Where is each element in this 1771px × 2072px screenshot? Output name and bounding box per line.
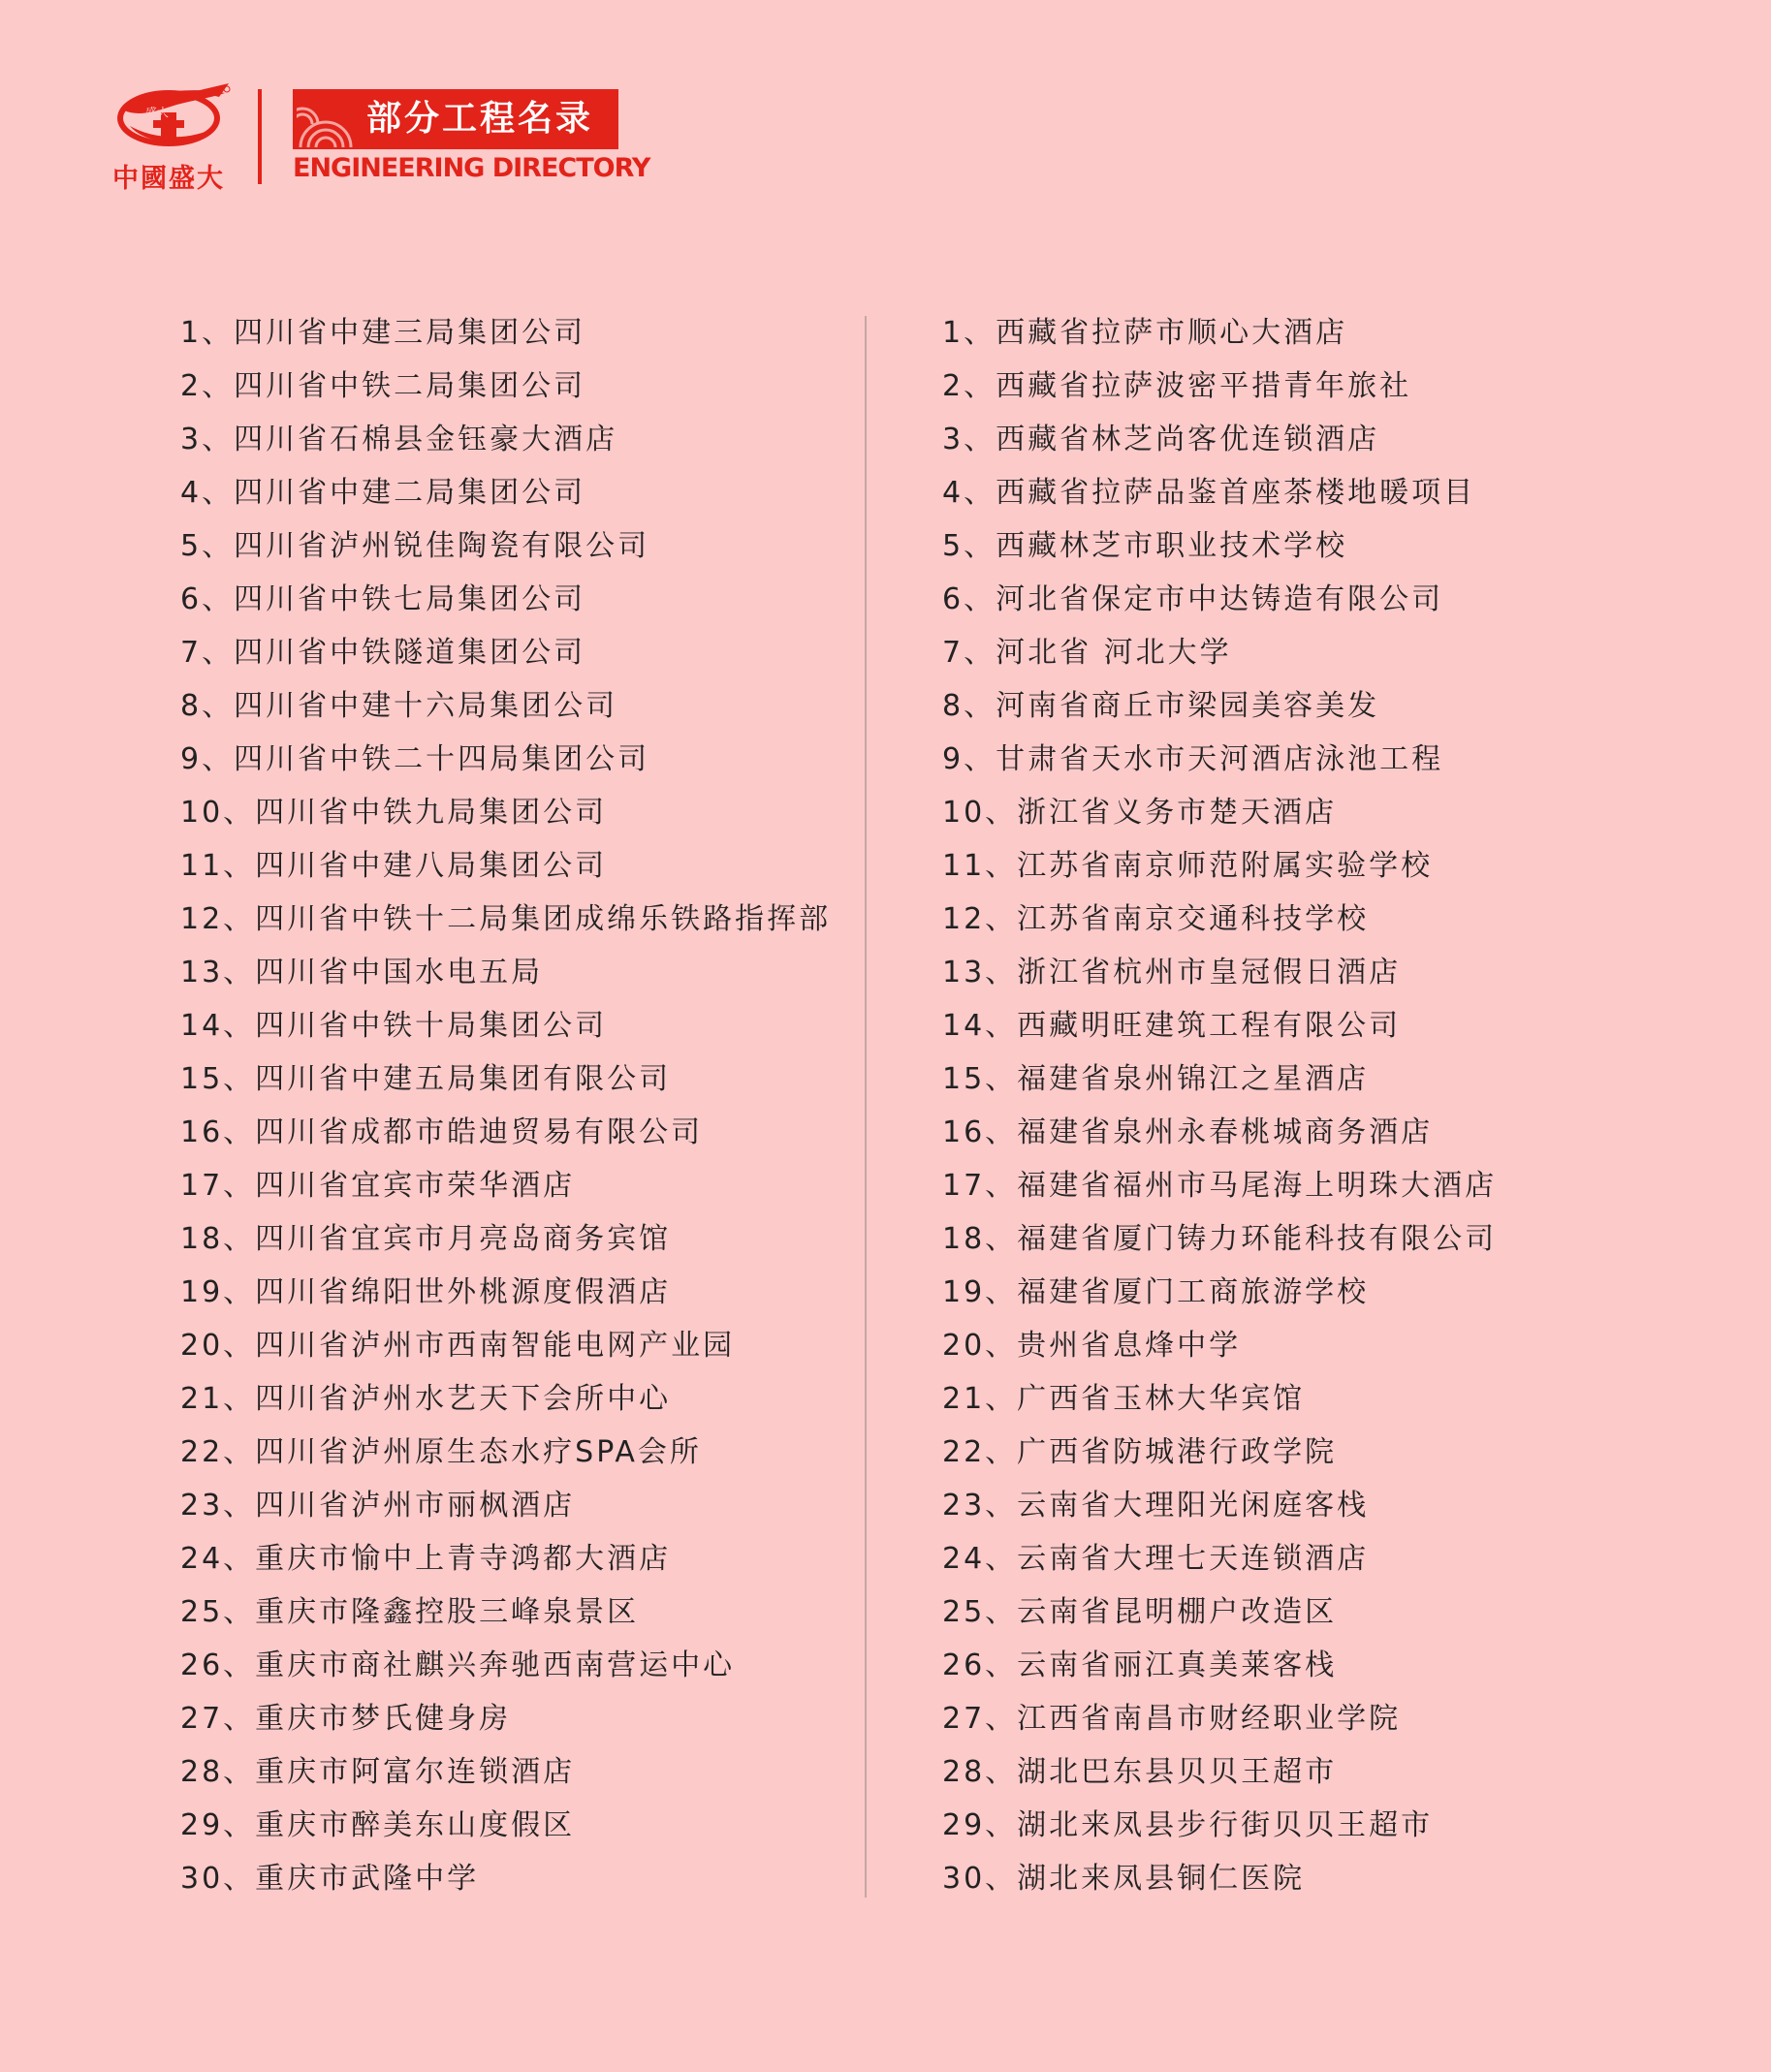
list-item: 26、重庆市商社麒兴奔驰西南营运中心 bbox=[180, 1648, 736, 1682]
list-item: 15、福建省泉州锦江之星酒店 bbox=[942, 1062, 1370, 1096]
list-item: 11、四川省中建八局集团公司 bbox=[180, 849, 608, 883]
list-item: 4、四川省中建二局集团公司 bbox=[180, 476, 586, 510]
list-item: 10、浙江省义务市楚天酒店 bbox=[942, 796, 1338, 830]
emblem-text: 盛大 bbox=[145, 106, 170, 119]
list-item: 29、重庆市醉美东山度假区 bbox=[180, 1808, 576, 1842]
header-divider bbox=[258, 89, 262, 184]
list-item: 20、贵州省息烽中学 bbox=[942, 1329, 1242, 1363]
list-item: 6、四川省中铁七局集团公司 bbox=[180, 582, 586, 616]
list-item: 8、四川省中建十六局集团公司 bbox=[180, 689, 618, 723]
list-item: 29、湖北来凤县步行街贝贝王超市 bbox=[942, 1808, 1434, 1842]
list-item: 23、四川省泸州市丽枫酒店 bbox=[180, 1489, 576, 1523]
list-item: 19、福建省厦门工商旅游学校 bbox=[942, 1275, 1370, 1309]
project-list-left bbox=[180, 306, 831, 1905]
list-item: 5、西藏林芝市职业技术学校 bbox=[942, 529, 1348, 563]
list-item: 23、云南省大理阳光闲庭客栈 bbox=[942, 1489, 1370, 1523]
list-item: 17、四川省宜宾市荣华酒店 bbox=[180, 1169, 576, 1203]
list-item: 16、福建省泉州永春桃城商务酒店 bbox=[942, 1115, 1434, 1149]
list-item: 11、江苏省南京师范附属实验学校 bbox=[942, 849, 1434, 883]
column-divider bbox=[865, 316, 867, 1898]
list-item: 7、四川省中铁隧道集团公司 bbox=[180, 636, 586, 670]
list-item: 9、四川省中铁二十四局集团公司 bbox=[180, 742, 650, 776]
wave-ornament-icon bbox=[297, 95, 355, 147]
list-item: 30、重庆市武隆中学 bbox=[180, 1862, 480, 1896]
list-item: 21、四川省泸州水艺天下会所中心 bbox=[180, 1382, 672, 1416]
list-item: 9、甘肃省天水市天河酒店泳池工程 bbox=[942, 742, 1444, 776]
list-item: 20、四川省泸州市西南智能电网产业园 bbox=[180, 1329, 736, 1363]
list-item: 21、广西省玉林大华宾馆 bbox=[942, 1382, 1306, 1416]
list-item: 26、云南省丽江真美莱客栈 bbox=[942, 1648, 1338, 1682]
list-item: 12、江苏省南京交通科技学校 bbox=[942, 902, 1370, 936]
list-item: 18、福建省厦门铸力环能科技有限公司 bbox=[942, 1222, 1498, 1256]
list-item: 14、四川省中铁十局集团公司 bbox=[180, 1009, 608, 1043]
list-item: 16、四川省成都市皓迪贸易有限公司 bbox=[180, 1115, 704, 1149]
list-item: 3、四川省石棉县金钰豪大酒店 bbox=[180, 423, 618, 456]
list-item: 17、福建省福州市马尾海上明珠大酒店 bbox=[942, 1169, 1498, 1203]
list-item: 3、西藏省林芝尚客优连锁酒店 bbox=[942, 423, 1380, 456]
list-item: 24、云南省大理七天连锁酒店 bbox=[942, 1542, 1370, 1576]
list-item: 27、重庆市梦氏健身房 bbox=[180, 1702, 512, 1736]
list-item: 28、重庆市阿富尔连锁酒店 bbox=[180, 1755, 576, 1789]
dragon-emblem-icon bbox=[111, 83, 233, 151]
list-item: 22、四川省泸州原生态水疗SPA会所 bbox=[180, 1435, 702, 1469]
list-item: 5、四川省泸州锐佳陶瓷有限公司 bbox=[180, 529, 650, 563]
list-item: 12、四川省中铁十二局集团成绵乐铁路指挥部 bbox=[180, 902, 832, 936]
list-item: 8、河南省商丘市梁园美容美发 bbox=[942, 689, 1380, 723]
list-item: 2、四川省中铁二局集团公司 bbox=[180, 369, 586, 403]
project-list-right bbox=[942, 306, 1497, 1905]
list-item: 19、四川省绵阳世外桃源度假酒店 bbox=[180, 1275, 672, 1309]
list-item: 18、四川省宜宾市月亮岛商务宾馆 bbox=[180, 1222, 672, 1256]
list-item: 30、湖北来凤县铜仁医院 bbox=[942, 1862, 1306, 1896]
list-item: 15、四川省中建五局集团有限公司 bbox=[180, 1062, 672, 1096]
list-item: 28、湖北巴东县贝贝王超市 bbox=[942, 1755, 1338, 1789]
list-item: 6、河北省保定市中达铸造有限公司 bbox=[942, 582, 1444, 616]
list-item: 4、西藏省拉萨品鉴首座茶楼地暖项目 bbox=[942, 476, 1476, 510]
list-item: 25、云南省昆明棚户改造区 bbox=[942, 1595, 1338, 1629]
list-item: 13、浙江省杭州市皇冠假日酒店 bbox=[942, 956, 1402, 989]
list-item: 1、西藏省拉萨市顺心大酒店 bbox=[942, 316, 1348, 350]
list-item: 7、河北省 河北大学 bbox=[942, 636, 1232, 670]
list-item: 14、西藏明旺建筑工程有限公司 bbox=[942, 1009, 1402, 1043]
list-item: 13、四川省中国水电五局 bbox=[180, 956, 544, 989]
company-logo bbox=[101, 83, 237, 194]
logo-company-name: 中國盛大 bbox=[112, 164, 225, 194]
list-item: 2、西藏省拉萨波密平措青年旅社 bbox=[942, 369, 1412, 403]
page-header bbox=[0, 0, 1771, 213]
list-item: 1、四川省中建三局集团公司 bbox=[180, 316, 586, 350]
title-banner bbox=[293, 89, 618, 149]
list-item: 10、四川省中铁九局集团公司 bbox=[180, 796, 608, 830]
list-item: 22、广西省防城港行政学院 bbox=[942, 1435, 1338, 1469]
list-item: 27、江西省南昌市财经职业学院 bbox=[942, 1702, 1402, 1736]
list-item: 24、重庆市愉中上青寺鸿都大酒店 bbox=[180, 1542, 672, 1576]
page-subtitle: ENGINEERING DIRECTORY bbox=[293, 153, 650, 183]
list-item: 25、重庆市隆鑫控股三峰泉景区 bbox=[180, 1595, 640, 1629]
page-title: 部分工程名录 bbox=[366, 99, 594, 139]
